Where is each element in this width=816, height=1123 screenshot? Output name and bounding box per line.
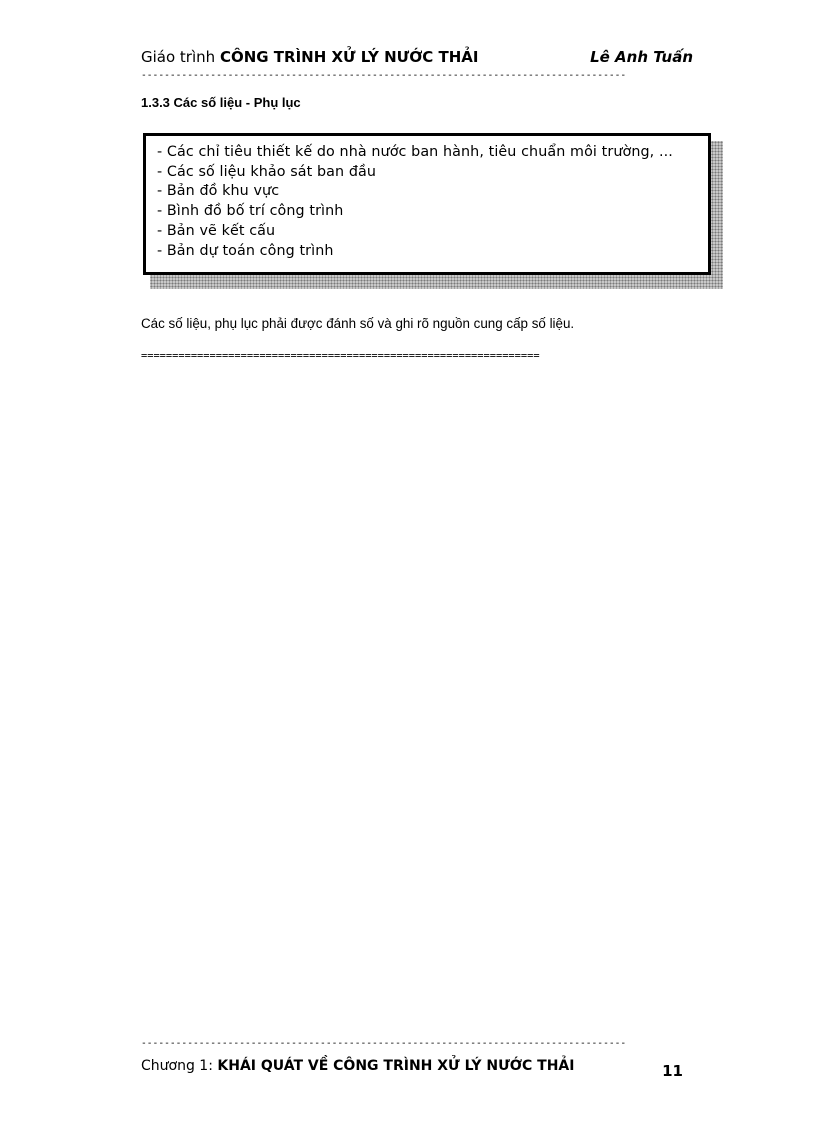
section-separator: ================================================================: [141, 350, 540, 362]
header-author: Lê Anh Tuấn: [590, 48, 693, 66]
page-header: [141, 48, 693, 70]
bordered-list-box: [143, 133, 711, 275]
list-item: - Bản đồ khu vực: [157, 183, 280, 200]
page-footer: [141, 1056, 685, 1080]
section-heading: 1.3.3 Các số liệu - Phụ lục: [141, 95, 301, 110]
footer-divider: ------------------------------------------------------------------------------------: [141, 1038, 627, 1049]
list-item: - Các số liệu khảo sát ban đầu: [157, 163, 377, 180]
body-paragraph: Các số liệu, phụ lục phải được đánh số và ghi rõ nguồn cung cấp số liệu.: [141, 316, 575, 331]
footer-prefix: Chương 1:: [141, 1058, 218, 1074]
list-item: - Các chỉ tiêu thiết kế do nhà nước ban hành, tiêu chuẩn môi trường, ...: [157, 144, 673, 160]
header-divider: ------------------------------------------------------------------------------------: [141, 70, 627, 81]
header-prefix: Giáo trình: [141, 48, 220, 66]
footer-chapter-title: KHÁI QUÁT VỀ CÔNG TRÌNH XỬ LÝ NƯỚC THẢI: [217, 1058, 575, 1074]
footer-chapter: [141, 1058, 574, 1074]
list-item: - Bản vẽ kết cấu: [157, 222, 276, 239]
header-title: CÔNG TRÌNH XỬ LÝ NƯỚC THẢI: [219, 48, 479, 66]
page-number: 11: [662, 1062, 683, 1080]
list-item: - Bình đồ bố trí công trình: [157, 203, 344, 220]
list-item: - Bản dự toán công trình: [157, 242, 334, 259]
header-book-title: [141, 48, 479, 66]
